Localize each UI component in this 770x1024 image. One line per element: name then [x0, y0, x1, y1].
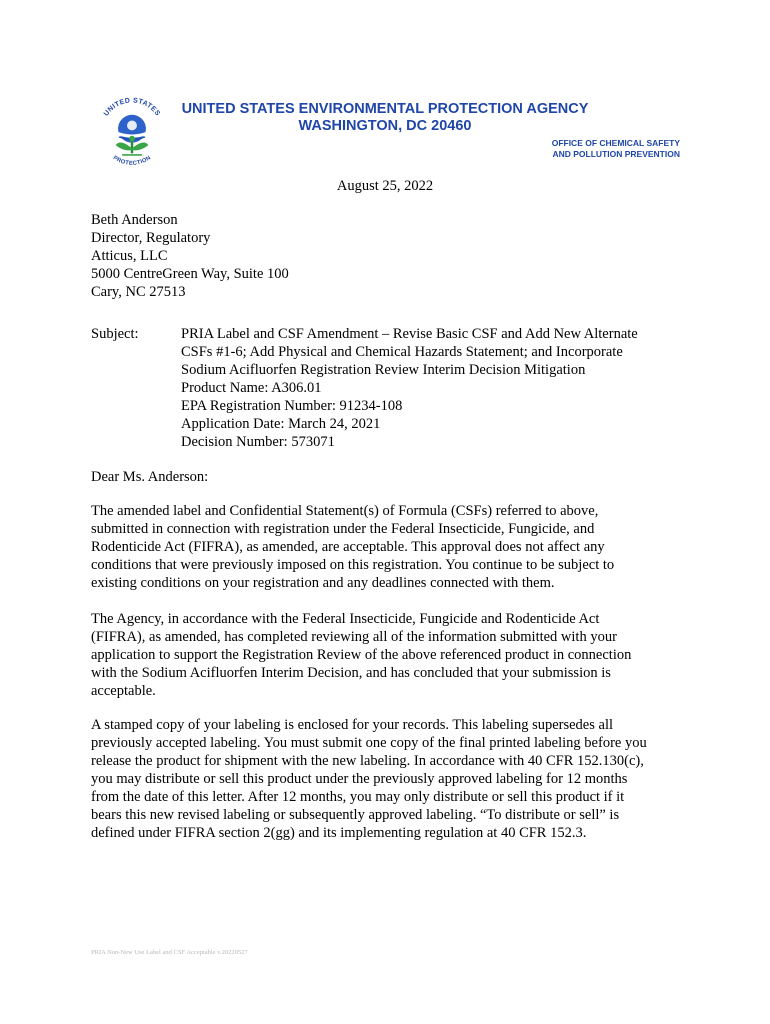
registration-number: EPA Registration Number: 91234-108	[181, 398, 403, 414]
subject-line: Sodium Acifluorfen Registration Review Interim Decision Mitigation	[181, 362, 586, 378]
product-name: Product Name: A306.01	[181, 380, 322, 396]
paragraph-2	[91, 610, 661, 700]
subject-line: CSFs #1-6; Add Physical and Chemical Hazards Statement; and Incorporate	[181, 344, 623, 360]
paragraph-line: application to support the Registration Review of the above referenced product in connection	[91, 647, 632, 663]
recipient-title: Director, Regulatory	[91, 230, 211, 246]
paragraph-line: release the product for shipment with the new labeling. In accordance with 40 CFR 152.130(c),	[91, 753, 644, 769]
subject-line: PRIA Label and CSF Amendment – Revise Basic CSF and Add New Alternate	[181, 326, 638, 342]
office-line-1: OFFICE OF CHEMICAL SAFETY	[551, 138, 680, 148]
agency-location: WASHINGTON, DC 20460	[298, 118, 472, 134]
salutation: Dear Ms. Anderson:	[91, 469, 209, 485]
application-date: Application Date: March 24, 2021	[181, 416, 381, 432]
paragraph-line: existing conditions on your registration and any deadlines connected with them.	[91, 575, 555, 591]
agency-name: UNITED STATES ENVIRONMENTAL PROTECTION AGENCY	[181, 101, 589, 117]
letter-date: August 25, 2022	[336, 178, 434, 194]
recipient-company: Atticus, LLC	[91, 248, 168, 264]
subject-body	[181, 325, 681, 451]
form-footer: PRIA Non-New Use Label and CSF Acceptable v.20220527	[91, 949, 248, 956]
recipient-name: Beth Anderson	[91, 212, 178, 228]
seal-text-bottom: PROTECTION	[111, 155, 153, 167]
paragraph-line: A stamped copy of your labeling is enclosed for your records. This labeling supersedes all	[91, 717, 614, 733]
office-line-2: AND POLLUTION PREVENTION	[552, 149, 680, 159]
office-name	[500, 138, 680, 160]
decision-number: Decision Number: 573071	[181, 434, 335, 450]
paragraph-line: The amended label and Confidential Statement(s) of Formula (CSFs) referred to above,	[91, 503, 599, 519]
paragraph-line: acceptable.	[91, 683, 156, 699]
svg-text:PROTECTION	[112, 155, 152, 167]
paragraph-line: The Agency, in accordance with the Federal Insecticide, Fungicide and Rodenticide Act	[91, 611, 600, 627]
paragraph-1	[91, 502, 661, 592]
paragraph-line: bears this new revised labeling or subsequently approved labeling. “To distribute or sell” is	[91, 807, 620, 823]
paragraph-line: defined under FIFRA section 2(gg) and its implementing regulation at 40 CFR 152.3.	[91, 825, 587, 841]
paragraph-line: with the Sodium Acifluorfen Interim Decision, and has concluded that your submission is	[91, 665, 611, 681]
paragraph-line: Rodenticide Act (FIFRA), as amended, are acceptable. This approval does not affect any	[91, 539, 605, 555]
paragraph-3	[91, 716, 661, 842]
agency-title	[150, 101, 620, 135]
recipient-address	[91, 211, 289, 301]
paragraph-line: from the date of this letter. After 12 months, you may only distribute or sell this product if it	[91, 789, 625, 805]
paragraph-line: (FIFRA), as amended, has completed reviewing all of the information submitted with your	[91, 629, 617, 645]
subject-label: Subject:	[91, 326, 139, 342]
seal-text-top: UNITED STATES	[102, 97, 162, 118]
paragraph-line: previously accepted labeling. You must submit one copy of the final printed labeling before you	[91, 735, 647, 751]
paragraph-line: submitted in connection with registration under the Federal Insecticide, Fungicide, and	[91, 521, 595, 537]
recipient-street: 5000 CentreGreen Way, Suite 100	[91, 266, 289, 282]
recipient-city: Cary, NC 27513	[91, 284, 186, 300]
paragraph-line: you may distribute or sell this product under the previously approved labeling for 12 months	[91, 771, 628, 787]
paragraph-line: conditions that were previously imposed on this registration. You continue to be subject to	[91, 557, 615, 573]
